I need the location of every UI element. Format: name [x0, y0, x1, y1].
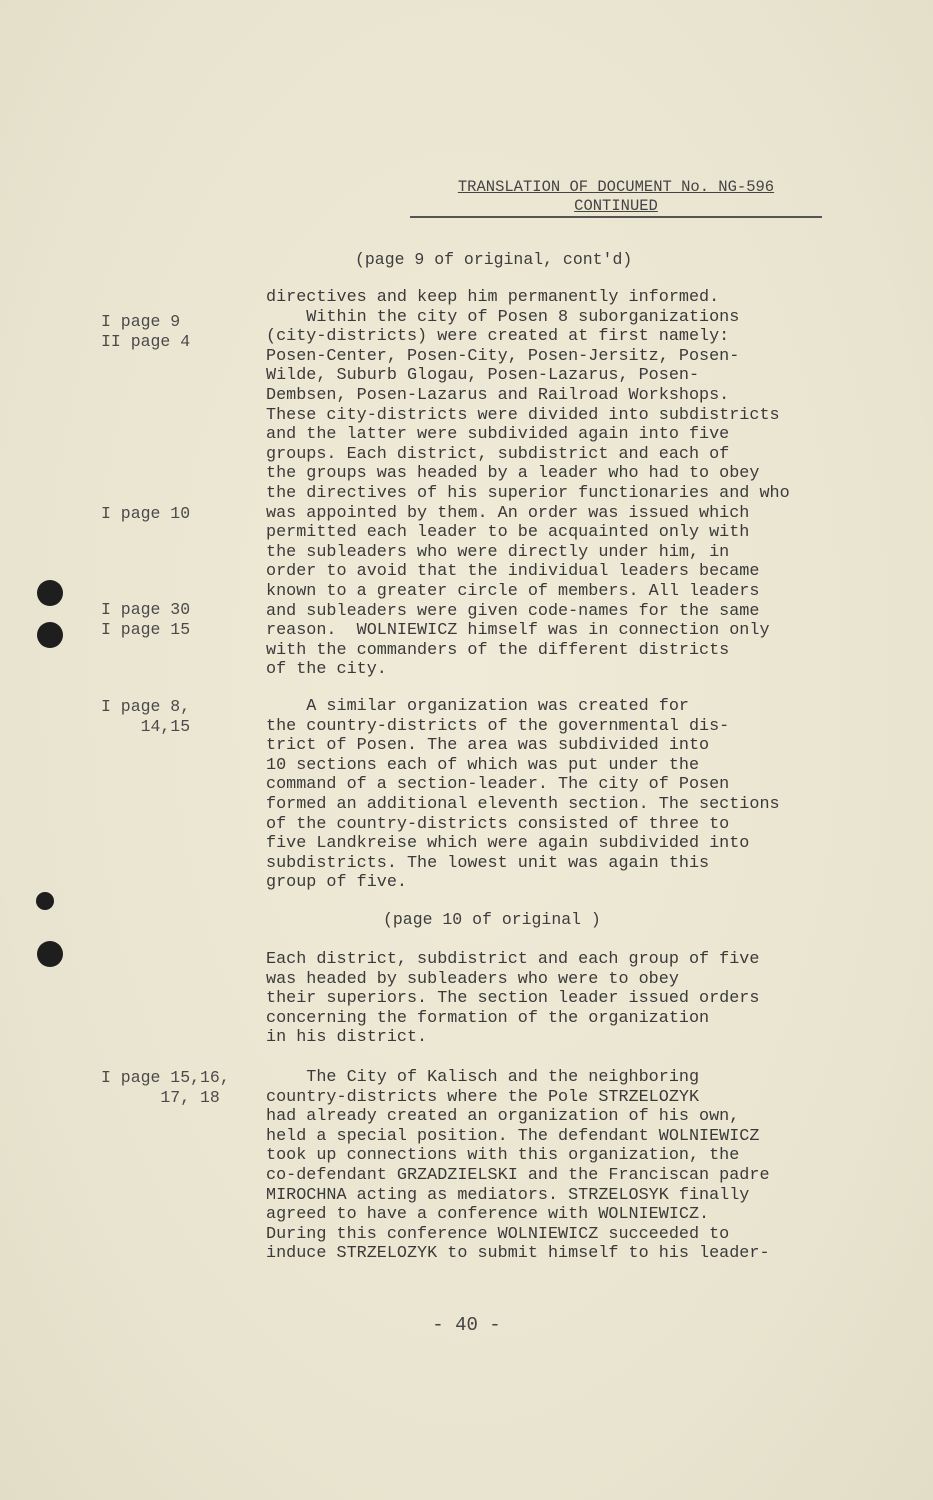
punch-hole [37, 580, 63, 606]
original-page-note: (page 10 of original ) [383, 910, 601, 929]
punch-hole [36, 892, 54, 910]
body-paragraph: directives and keep him permanently informed. Within the city of Posen 8 suborganizations (city-districts) were created at first namely: Posen-Center, Posen-City, Posen-Jersitz, Posen- Wilde, Suburb Glogau, Posen-Lazarus, Posen- Dembsen, Posen-Lazarus and Railroad Workshops. These city-districts were divided into subdistricts and the latter were subdivided again into five groups. Each district, subdistrict and each of the groups was headed by a leader who had to obey the directives of his superior functionaries and who was appointed by them. An order was issued which permitted each leader to be acquainted only with the subleaders who were directly under him, in order to avoid that the individual leaders became known to a greater circle of members. All leaders and subleaders were given code-names for the same reason. WOLNIEWICZ himself was in connection only with the commanders of the different districts of the city. [266, 288, 790, 680]
margin-page-reference: I page 15,16, 17, 18 [101, 1068, 230, 1107]
body-paragraph: A similar organization was created for the country-districts of the governmental dis- trict of Posen. The area was subdivided into 10 sections each of which was put under the command of a section-leader. The city of Posen formed an additional eleventh section. The sections of the country-districts consisted of three to five Landkreise which were again subdivided into subdistricts. The lowest unit was again this group of five. [266, 697, 780, 893]
original-page-note: (page 9 of original, cont'd) [355, 250, 633, 269]
page-number: - 40 - [432, 1314, 501, 1336]
punch-hole [37, 622, 63, 648]
margin-page-reference: I page 30 I page 15 [101, 600, 191, 639]
header-divider [410, 216, 822, 218]
margin-page-reference: I page 10 [101, 504, 191, 523]
document-header [410, 178, 822, 216]
body-paragraph: Each district, subdistrict and each group of five was headed by subleaders who were to obey their superiors. The section leader issued orders concerning the formation of the organization in his district. [266, 950, 760, 1048]
header-subtitle: CONTINUED [574, 197, 658, 215]
body-paragraph: The City of Kalisch and the neighboring country-districts where the Pole STRZELOZYK had already created an organization of his own, held a special position. The defendant WOLNIEWICZ took up connections with this organization, the co-defendant GRZADZIELSKI and the Franciscan padre MIROCHNA acting as mediators. STRZELOSYK finally agreed to have a conference with WOLNIEWICZ. During this conference WOLNIEWICZ succeeded to induce STRZELOZYK to submit himself to his leader- [266, 1068, 770, 1264]
margin-page-reference: I page 9 II page 4 [101, 312, 191, 351]
punch-hole [37, 941, 63, 967]
margin-page-reference: I page 8, 14,15 [101, 697, 191, 736]
header-title: TRANSLATION OF DOCUMENT No. NG-596 [457, 178, 775, 196]
